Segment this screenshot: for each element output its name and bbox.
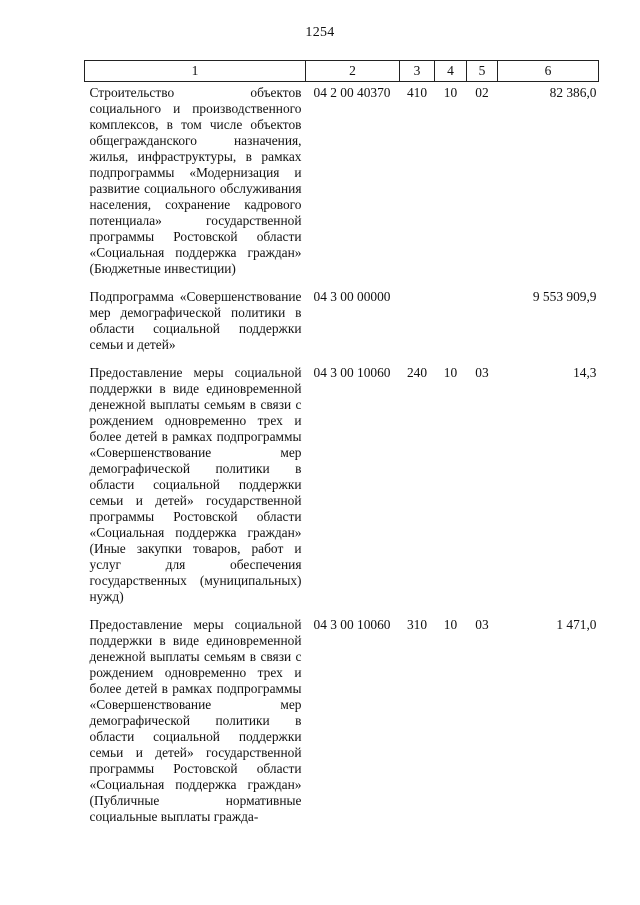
row-amount: 14,3	[573, 365, 597, 380]
row-amount: 82 386,0	[549, 85, 597, 100]
budget-table	[84, 60, 599, 834]
table-row	[85, 362, 599, 614]
table-row	[85, 614, 599, 834]
row-description: Предоставление меры социальной поддержки в виде единовременной денежной выплаты семьям в связи с рождением одновременно трех и более детей в рамках подпрограммы «Совершенствование мер демографической политики в области социальной поддержки семьи и детей» государственной программы Ростовской области «Социальная поддержка граждан» (Публичные нормативные социальные выплаты гражда-	[89, 617, 302, 824]
row-section: 10	[443, 85, 458, 100]
table-row	[85, 286, 599, 362]
row-amount: 9 553 909,9	[532, 289, 597, 304]
row-section: 10	[443, 617, 458, 632]
table-header-row	[85, 61, 599, 82]
row-target-code: 04 3 00 10060	[313, 365, 391, 380]
row-section: 10	[443, 365, 458, 380]
row-subsection: 03	[475, 617, 489, 632]
row-amount: 1 471,0	[556, 617, 597, 632]
page-number: 1254	[305, 25, 335, 40]
row-target-code: 04 3 00 10060	[313, 617, 391, 632]
row-expense-type: 410	[406, 85, 428, 100]
column-header-6: 6	[498, 61, 599, 82]
row-target-code: 04 3 00 00000	[313, 289, 391, 304]
column-header-2: 2	[306, 61, 400, 82]
row-section	[435, 286, 467, 362]
row-description: Строительство объектов социального и производственного комплексов, в том числе объектов общегражданского назначения, жилья, инфраструктуры, в рамках подпрограммы «Модернизация и развитие социального обслуживания населения, сохранение кадрового потенциала» государственной программы Ростовской области «Социальная поддержка граждан» (Бюджетные инвестиции)	[89, 85, 302, 276]
row-subsection: 03	[475, 365, 489, 380]
row-target-code: 04 2 00 40370	[313, 85, 391, 100]
row-subsection	[467, 286, 498, 362]
row-expense-type: 310	[406, 617, 428, 632]
table-row	[85, 82, 599, 287]
row-expense-type	[400, 286, 435, 362]
column-header-5: 5	[467, 61, 498, 82]
row-expense-type: 240	[406, 365, 428, 380]
column-header-4: 4	[435, 61, 467, 82]
column-header-3: 3	[400, 61, 435, 82]
row-description: Предоставление меры социальной поддержки в виде единовременной денежной выплаты семьям в связи с рождением одновременно трех и более детей в рамках подпрограммы «Совершенствование мер демографической политики в области социальной поддержки семьи и детей» государственной программы Ростовской области «Социальная поддержка граждан» (Иные закупки товаров, работ и услуг для обеспечения государственных (муниципальных) нужд)	[89, 365, 302, 604]
row-subsection: 02	[475, 85, 489, 100]
column-header-1: 1	[85, 61, 306, 82]
row-description: Подпрограмма «Совершенствование мер демографической политики в области социальной поддержки семьи и детей»	[89, 289, 302, 352]
